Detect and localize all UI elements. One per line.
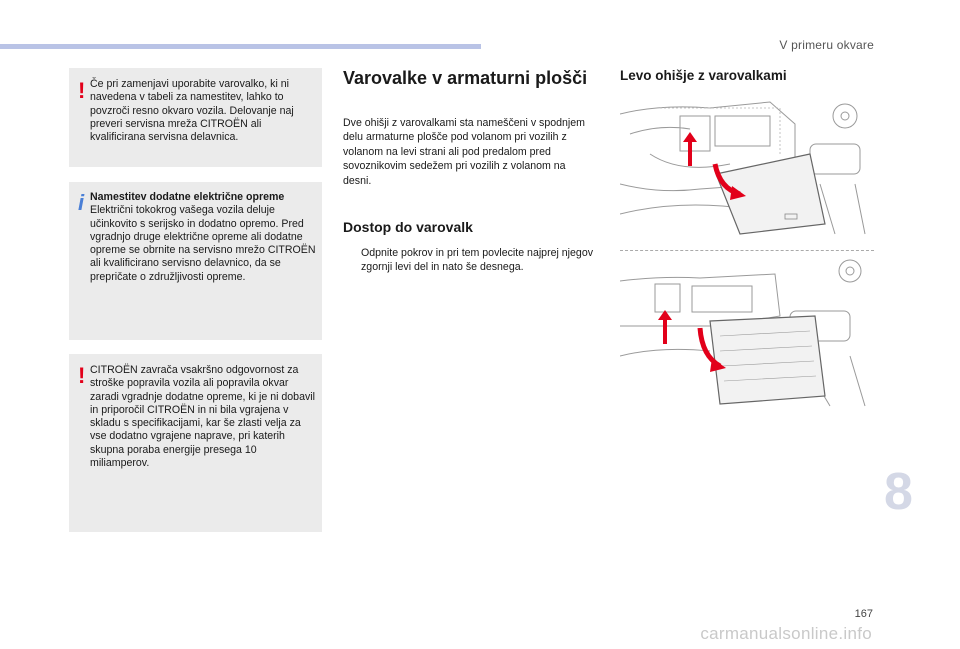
warning-exclamation-icon: !: [78, 363, 86, 388]
fuse-box-illustration-lhd: [620, 94, 874, 244]
info-icon: i: [78, 190, 85, 215]
warning-exclamation-icon: !: [78, 78, 86, 103]
watermark: carmanualsonline.info: [700, 624, 872, 643]
subsection-title: Dostop do varovalk: [343, 219, 473, 235]
section-header: V primeru okvare: [779, 38, 874, 52]
warning-text: CITROËN zavrača vsakršno odgovornost za stroške popravila vozila ali popravila okvar zaradi vgradnje dodatne opreme, ki je ni dobavil in priporočil CITROËN in ni bila vgrajena v skladu s specifikacijami, kar še zlasti velja za vse dodatno vgrajene naprave, pri katerih skupna poraba energije presega 10 miliamperov.: [90, 364, 315, 470]
page-number: 167: [854, 608, 873, 620]
info-text: [90, 191, 316, 284]
info-body: Električni tokokrog vašega vozila deluje učinkovito s serijsko in dodatno opremo. Pred vgradnjo druge električne opreme ali dodatne opreme se obrnite na servisno mrežo CITROËN ali kvalificirano servisno delavnico, da se prepričate o združljivosti opreme.: [90, 204, 316, 283]
warning-text: Če pri zamenjavi uporabite varovalko, ki ni navedena v tabeli za namestitev, lahko to povzroči resno okvaro vozila. Delovanje naj preveri servisna mreža CITROËN ali kvalificirana servisna delavnica.: [90, 78, 294, 144]
warning-box-fuse-replacement: [69, 68, 322, 167]
info-box-electrical-equipment: [69, 182, 322, 340]
fuse-box-illustration-open: [620, 256, 874, 408]
warning-box-liability: [69, 354, 322, 532]
header-accent-bar: [0, 44, 481, 49]
chapter-number: 8: [884, 463, 913, 521]
instruction-text: Odpnite pokrov in pri tem povlecite najprej njegov zgornji levi del in nato še desnega.: [361, 247, 594, 274]
figure-title: Levo ohišje z varovalkami: [620, 68, 787, 83]
section-title: Varovalke v armaturni plošči: [343, 68, 588, 88]
section-intro: Dve ohišji z varovalkami sta nameščeni v spodnjem delu armaturne plošče pod volanom pri vozilih z volanom na levi strani ali pod predalom pred sovoznikovim sedežem pri vozilih z volanom na desni.: [343, 117, 585, 187]
fuse-cover-panel: [710, 316, 825, 404]
figure-separator: [620, 250, 874, 251]
instruction-item: [343, 246, 598, 275]
info-title: Namestitev dodatne električne opreme: [90, 191, 285, 203]
